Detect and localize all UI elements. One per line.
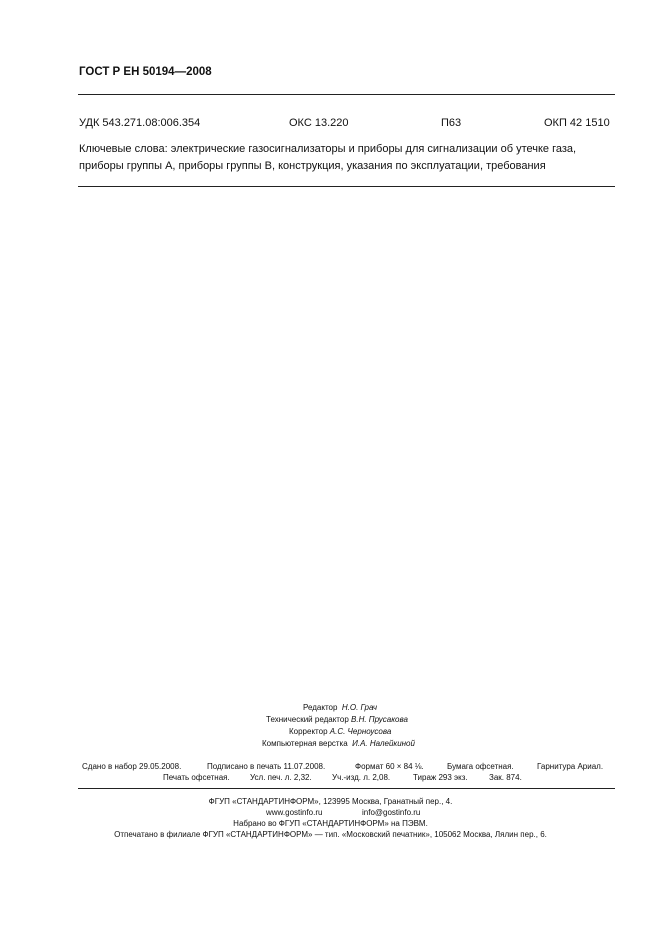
okp-code: ОКП 42 1510: [544, 117, 610, 129]
keywords-divider: [78, 186, 615, 187]
credit-role: Технический редактор: [266, 715, 349, 724]
print-run: Тираж 293 экз.: [413, 773, 468, 782]
credit-name: В.Н. Прусакова: [351, 715, 408, 724]
typeset-info: Набрано во ФГУП «СТАНДАРТИНФОРМ» на ПЭВМ.: [233, 819, 428, 828]
print-divider: [78, 788, 615, 789]
publisher-email[interactable]: info@gostinfo.ru: [362, 808, 421, 817]
credit-name: Н.О. Грач: [341, 703, 378, 712]
print-signed: Подписано в печать 11.07.2008.: [207, 762, 326, 771]
keywords-label: Ключевые слова:: [79, 143, 168, 155]
credit-layout: [262, 738, 415, 750]
udk-code: УДК 543.271.08:006.354: [79, 117, 201, 129]
credit-role: Компьютерная верстка: [262, 739, 348, 748]
print-paper: Бумага офсетная.: [447, 762, 514, 771]
print-sent: Сдано в набор 29.05.2008.: [82, 762, 182, 771]
group-code: П63: [441, 117, 462, 129]
print-sheets: Усл. печ. л. 2,32.: [250, 773, 312, 782]
credit-name: А.С. Черноусова: [329, 727, 392, 736]
print-format: Формат 60 × 84 ⅛.: [355, 762, 424, 771]
standard-number: ГОСТ Р ЕН 50194—2008: [79, 66, 212, 78]
print-edit-sheets: Уч.-изд. л. 2,08.: [332, 773, 391, 782]
top-divider: [78, 94, 615, 95]
oks-code: ОКС 13.220: [289, 117, 349, 129]
publisher-address: ФГУП «СТАНДАРТИНФОРМ», 123995 Москва, Гранатный пер., 4.: [208, 797, 453, 806]
keywords-block: [79, 141, 615, 175]
credit-corrector: [289, 726, 391, 738]
print-order: Зак. 874.: [489, 773, 522, 782]
credit-role: Редактор: [303, 703, 338, 712]
credit-name: И.А. Налейкиной: [352, 739, 415, 748]
credit-tech-editor: [266, 714, 408, 726]
publisher-website[interactable]: www.gostinfo.ru: [266, 808, 323, 817]
credit-editor: [303, 702, 377, 714]
keywords-text: электрические газосигнализаторы и приборы для сигнализации об утечке газа, приборы группы А, приборы группы В, конструкция, указания по эксплуатации, требования: [79, 143, 577, 172]
printed-info: Отпечатано в филиале ФГУП «СТАНДАРТИНФОРМ» — тип. «Московский печатник», 105062 Москва, Лялин пер., 6.: [114, 830, 547, 839]
print-type: Печать офсетная.: [163, 773, 230, 782]
print-font: Гарнитура Ариал.: [537, 762, 604, 771]
credit-role: Корректор: [289, 727, 328, 736]
